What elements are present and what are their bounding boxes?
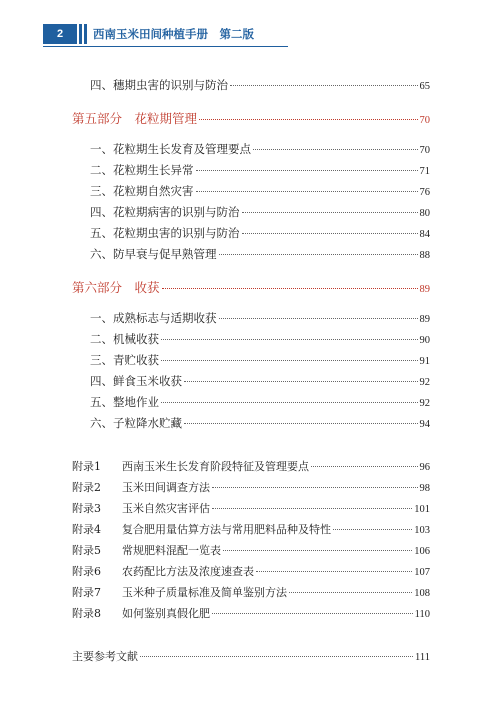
dot-leader xyxy=(311,466,418,467)
appendix-number: 附录2 xyxy=(72,481,101,494)
toc-entry[interactable] xyxy=(90,373,430,389)
toc-entry-page: 84 xyxy=(419,229,430,240)
toc-entry-page: 94 xyxy=(419,419,430,430)
toc-entry[interactable] xyxy=(90,204,430,220)
header-bar xyxy=(84,24,87,44)
appendix-page: 110 xyxy=(414,609,430,620)
toc-entry-page: 80 xyxy=(419,208,430,219)
appendix-label: 复合肥用量估算方法与常用肥料品种及特性 xyxy=(122,523,331,536)
appendix-number: 附录7 xyxy=(72,586,101,599)
appendix-page: 96 xyxy=(419,462,430,473)
appendix-label: 农药配比方法及浓度速查表 xyxy=(122,565,254,578)
appendix-label: 如何鉴别真假化肥 xyxy=(122,607,210,620)
toc-appendix[interactable] xyxy=(72,521,430,537)
toc-entry-label: 四、花粒期病害的识别与防治 xyxy=(90,205,240,219)
toc-entry-label: 六、防早衰与促早熟管理 xyxy=(90,247,217,261)
dot-leader xyxy=(184,381,418,382)
toc-entry-page: 90 xyxy=(419,335,430,346)
dot-leader xyxy=(161,339,418,340)
appendix-number: 附录1 xyxy=(72,460,101,473)
toc-entry-label: 六、子粒降水贮藏 xyxy=(90,416,182,430)
appendix-number: 附录3 xyxy=(72,502,101,515)
appendix-page: 103 xyxy=(414,525,430,536)
toc-entry[interactable] xyxy=(90,246,430,262)
appendix-label: 玉米自然灾害评估 xyxy=(122,502,210,515)
toc-entry-page: 92 xyxy=(419,377,430,388)
toc-appendix[interactable] xyxy=(72,584,430,600)
dot-leader xyxy=(140,656,413,657)
toc-entry[interactable] xyxy=(90,331,430,347)
appendix-number: 附录5 xyxy=(72,544,101,557)
toc-entry[interactable] xyxy=(90,394,430,410)
toc-appendix[interactable] xyxy=(72,542,430,558)
toc-appendix[interactable] xyxy=(72,563,430,579)
dot-leader xyxy=(333,529,412,530)
appendix-number: 附录4 xyxy=(72,523,101,536)
toc-entry[interactable] xyxy=(90,162,430,178)
toc-entry-page: 71 xyxy=(419,166,430,177)
dot-leader xyxy=(219,254,418,255)
toc-entry-label: 一、成熟标志与适期收获 xyxy=(90,311,217,325)
toc-entry[interactable] xyxy=(90,77,430,93)
appendix-page: 101 xyxy=(414,504,430,515)
dot-leader xyxy=(289,592,412,593)
toc-appendix[interactable] xyxy=(72,458,430,474)
toc-entry[interactable] xyxy=(90,415,430,431)
appendix-page: 106 xyxy=(414,546,430,557)
dot-leader xyxy=(212,508,412,509)
appendix-number: 附录8 xyxy=(72,607,101,620)
page-header xyxy=(0,20,497,50)
page-number: 2 xyxy=(43,24,77,44)
toc-entry-label: 二、机械收获 xyxy=(90,332,159,346)
toc-entry[interactable] xyxy=(90,183,430,199)
section-title: 第五部分 花粒期管理 xyxy=(72,111,198,126)
toc-entry[interactable] xyxy=(90,141,430,157)
dot-leader xyxy=(212,487,418,488)
appendix-page: 107 xyxy=(414,567,430,578)
toc-entry-page: 91 xyxy=(419,356,430,367)
dot-leader xyxy=(184,423,418,424)
toc-entry-page: 65 xyxy=(419,81,430,92)
dot-leader xyxy=(253,149,418,150)
dot-leader xyxy=(161,402,418,403)
toc-references[interactable] xyxy=(72,648,430,664)
toc-entry-label: 五、花粒期虫害的识别与防治 xyxy=(90,226,240,240)
toc-entry-page: 89 xyxy=(419,314,430,325)
dot-leader xyxy=(242,233,418,234)
section-page: 70 xyxy=(419,115,430,126)
header-rule xyxy=(43,46,288,47)
toc-entry-page: 88 xyxy=(419,250,430,261)
header-bar xyxy=(79,24,82,44)
appendix-label: 玉米种子质量标准及简单鉴别方法 xyxy=(122,586,287,599)
toc-section-part6[interactable] xyxy=(72,278,430,296)
toc-appendix[interactable] xyxy=(72,479,430,495)
toc-appendix[interactable] xyxy=(72,605,430,621)
toc-entry-label: 一、花粒期生长发育及管理要点 xyxy=(90,142,251,156)
references-label: 主要参考文献 xyxy=(72,650,138,663)
toc-section-part5[interactable] xyxy=(72,109,430,127)
dot-leader xyxy=(196,191,418,192)
dot-leader xyxy=(223,550,412,551)
toc-entry-label: 二、花粒期生长异常 xyxy=(90,163,194,177)
dot-leader xyxy=(162,288,418,289)
toc-appendix[interactable] xyxy=(72,500,430,516)
toc-entry-page: 76 xyxy=(419,187,430,198)
toc-entry[interactable] xyxy=(90,225,430,241)
references-page: 111 xyxy=(415,652,430,663)
appendix-page: 98 xyxy=(419,483,430,494)
dot-leader xyxy=(212,613,413,614)
running-title: 西南玉米田间种植手册 第二版 xyxy=(93,27,254,41)
appendix-label: 西南玉米生长发育阶段特征及管理要点 xyxy=(122,460,309,473)
dot-leader xyxy=(230,85,418,86)
toc-entry[interactable] xyxy=(90,310,430,326)
dot-leader xyxy=(199,119,417,120)
toc-entry-label: 三、花粒期自然灾害 xyxy=(90,184,194,198)
dot-leader xyxy=(196,170,418,171)
dot-leader xyxy=(161,360,418,361)
appendix-label: 玉米田间调查方法 xyxy=(122,481,210,494)
dot-leader xyxy=(219,318,418,319)
dot-leader xyxy=(256,571,412,572)
toc-entry-label: 四、穗期虫害的识别与防治 xyxy=(90,78,228,92)
dot-leader xyxy=(242,212,418,213)
toc-entry-label: 四、鲜食玉米收获 xyxy=(90,374,182,388)
toc-entry-label: 三、青贮收获 xyxy=(90,353,159,367)
appendix-label: 常规肥料混配一览表 xyxy=(122,544,221,557)
toc-entry[interactable] xyxy=(90,352,430,368)
toc-entry-page: 70 xyxy=(419,145,430,156)
appendix-page: 108 xyxy=(414,588,430,599)
section-title: 第六部分 收获 xyxy=(72,280,160,295)
toc-entry-label: 五、整地作业 xyxy=(90,395,159,409)
toc-entry-page: 92 xyxy=(419,398,430,409)
appendix-number: 附录6 xyxy=(72,565,101,578)
section-page: 89 xyxy=(419,284,430,295)
